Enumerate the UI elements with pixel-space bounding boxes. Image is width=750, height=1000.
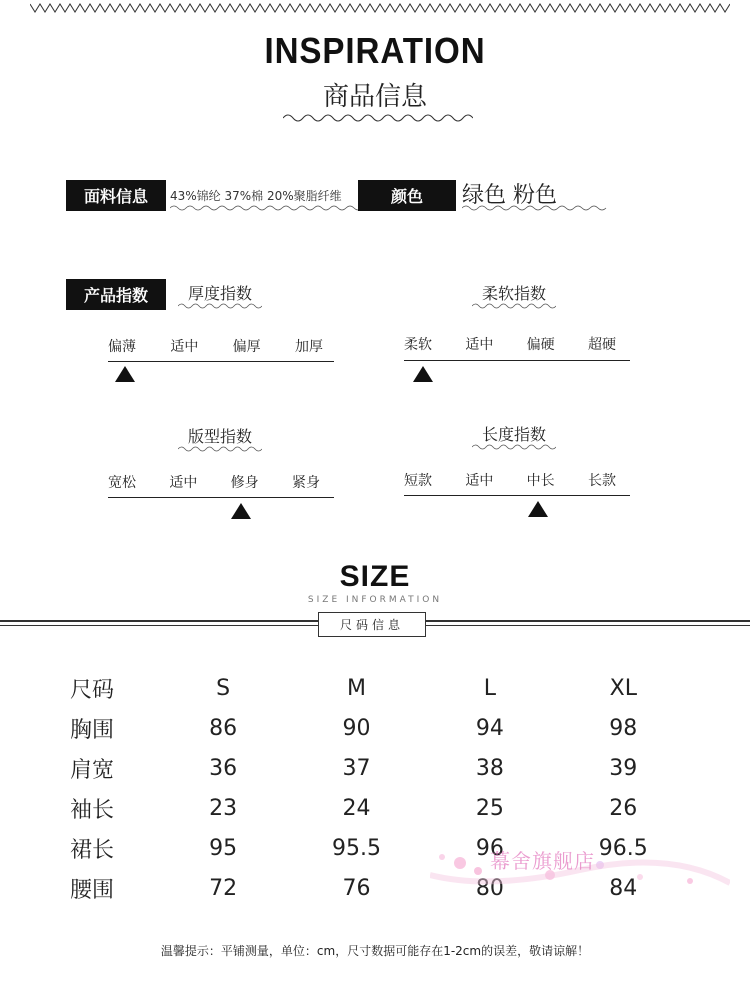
fabric-value: 43%锦纶 37%棉 20%聚脂纤维 <box>170 189 342 203</box>
table-cell: 72 <box>209 875 238 901</box>
softness-title-wave <box>472 302 556 310</box>
table-cell: 95.5 <box>331 835 381 861</box>
fabric-wave <box>170 204 360 212</box>
scale-option: 中长 <box>526 473 555 489</box>
table-cell: 94 <box>475 715 504 741</box>
table-cell: 96.5 <box>598 835 648 861</box>
scale-option: 短款 <box>404 473 432 489</box>
table-cell: 裙长 <box>70 837 115 863</box>
color-wave <box>462 204 607 212</box>
scale-option: 修身 <box>230 475 259 491</box>
softness-index-title: 柔软指数 <box>481 284 546 303</box>
fit-title-wave <box>178 445 262 453</box>
color-value: 绿色 粉色 <box>462 183 557 208</box>
table-row <box>70 708 690 748</box>
length-scale-line <box>404 495 630 496</box>
page-subtitle: 商品信息 <box>322 82 427 112</box>
table-cell: 76 <box>342 875 371 901</box>
table-row <box>70 788 690 828</box>
table-row <box>70 748 690 788</box>
scale-option: 适中 <box>465 473 494 489</box>
scale-option: 加厚 <box>294 339 323 355</box>
table-header-row <box>70 668 690 708</box>
table-cell: 24 <box>342 795 371 821</box>
table-header-cell: L <box>483 675 497 701</box>
fit-marker-icon <box>231 503 251 519</box>
scale-option: 紧身 <box>291 475 320 491</box>
size-subtitle: SIZE INFORMATION <box>307 595 443 605</box>
size-info-box: 尺码信息 <box>318 612 426 637</box>
fit-scale-line <box>108 497 334 498</box>
table-cell: 23 <box>209 795 238 821</box>
top-zigzag-border <box>30 0 730 16</box>
thickness-marker-icon <box>115 366 135 382</box>
table-cell: 胸围 <box>70 717 115 743</box>
table-cell: 37 <box>342 755 371 781</box>
scale-option: 偏硬 <box>526 337 555 353</box>
length-index-title: 长度指数 <box>481 425 546 444</box>
table-cell: 95 <box>209 835 238 861</box>
softness-scale <box>404 334 616 354</box>
table-cell: 86 <box>209 715 238 741</box>
table-header-cell: 尺码 <box>70 677 115 703</box>
table-cell: 36 <box>209 755 238 781</box>
scale-option: 长款 <box>587 473 616 489</box>
page-title: INSPIRATION <box>264 30 486 71</box>
table-header-cell: S <box>216 675 231 701</box>
scale-option: 宽松 <box>108 475 136 491</box>
scale-option: 适中 <box>169 475 198 491</box>
table-header-cell: XL <box>609 675 637 701</box>
scale-option: 超硬 <box>587 337 616 353</box>
length-marker-icon <box>528 501 548 517</box>
size-title: SIZE <box>339 560 411 593</box>
length-scale <box>404 470 616 490</box>
table-cell: 腰围 <box>70 877 115 903</box>
table-header-cell: M <box>346 675 366 701</box>
thickness-index-title: 厚度指数 <box>187 284 252 303</box>
softness-scale-line <box>404 360 630 361</box>
table-cell: 96 <box>475 835 504 861</box>
fit-index-title: 版型指数 <box>187 427 252 446</box>
thickness-scale <box>108 336 323 356</box>
scale-option: 偏厚 <box>232 339 261 355</box>
thickness-scale-line <box>108 361 334 362</box>
footer-note: 温馨提示：平铺测量，单位：cm，尺寸数据可能存在1-2cm的误差，敬请谅解！ <box>160 944 590 958</box>
scale-option: 柔软 <box>404 337 432 353</box>
watermark-text: 幕舍旗舰店 <box>490 849 595 873</box>
table-cell: 90 <box>342 715 371 741</box>
table-cell: 84 <box>609 875 638 901</box>
fabric-label: 面料信息 <box>66 180 166 211</box>
table-cell: 袖长 <box>70 797 115 823</box>
thickness-title-wave <box>178 302 262 310</box>
fit-scale <box>108 472 320 492</box>
product-index-label: 产品指数 <box>66 279 166 310</box>
table-cell: 80 <box>475 875 504 901</box>
table-cell: 38 <box>475 755 504 781</box>
scale-option: 适中 <box>465 337 494 353</box>
length-title-wave <box>472 443 556 451</box>
table-cell: 26 <box>609 795 638 821</box>
softness-marker-icon <box>413 366 433 382</box>
scale-option: 偏薄 <box>108 339 136 355</box>
title-wave-divider <box>283 112 473 124</box>
table-cell: 98 <box>609 715 638 741</box>
table-cell: 肩宽 <box>70 757 115 783</box>
color-label: 颜色 <box>358 180 456 211</box>
table-cell: 39 <box>609 755 638 781</box>
scale-option: 适中 <box>170 339 199 355</box>
table-cell: 25 <box>475 795 504 821</box>
